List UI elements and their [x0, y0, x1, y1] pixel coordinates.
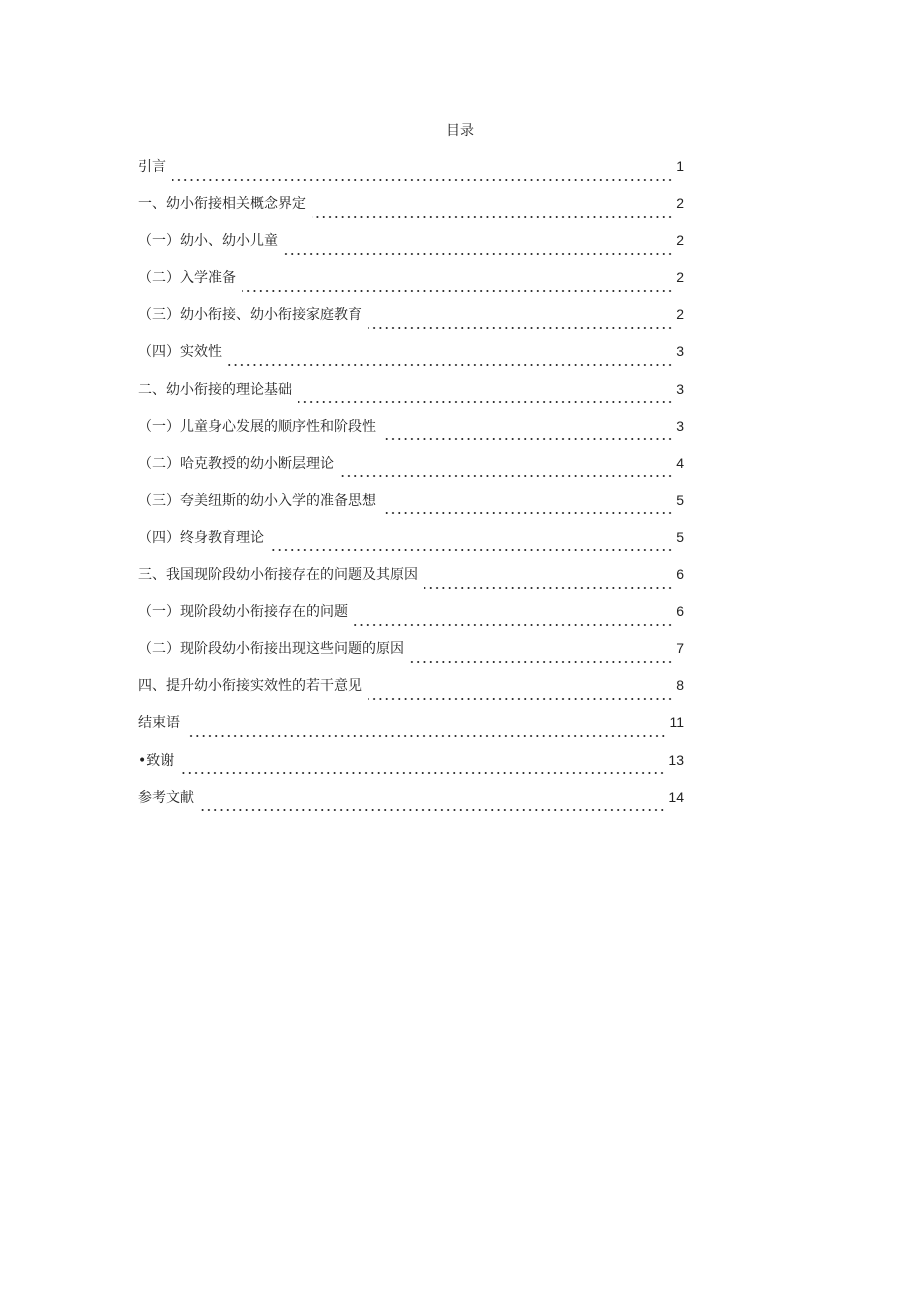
dot-leader	[172, 179, 673, 181]
toc-entry[interactable]	[138, 787, 684, 824]
toc-entry[interactable]	[138, 304, 684, 341]
dot-leader	[424, 587, 673, 589]
toc-entry-label: 二、幼小衔接的理论基础	[138, 381, 292, 398]
toc-entry[interactable]	[138, 416, 684, 453]
toc-entry-page: 3	[676, 380, 684, 397]
table-of-contents	[138, 156, 684, 824]
toc-entry-label: （二）现阶段幼小衔接出现这些问题的原因	[138, 641, 404, 658]
toc-entry-page: 11	[669, 714, 684, 731]
toc-entry-page: 2	[676, 269, 684, 286]
toc-entry-page: 5	[676, 528, 684, 545]
toc-entry-label: （二）入学准备	[138, 270, 236, 287]
dot-leader	[354, 624, 673, 626]
toc-entry-page: 13	[668, 751, 684, 768]
toc-entry[interactable]	[138, 193, 684, 230]
toc-entry-page: 5	[676, 491, 684, 508]
toc-entry-label: •致谢	[138, 752, 175, 769]
toc-entry-label: （二）哈克教授的幼小断层理论	[138, 455, 334, 472]
toc-entry-page: 14	[668, 788, 684, 805]
toc-entry[interactable]	[138, 750, 684, 787]
toc-title: 目录	[446, 123, 474, 139]
toc-entry-label: 引言	[138, 159, 166, 175]
toc-entry[interactable]	[138, 453, 684, 490]
toc-entry[interactable]	[138, 712, 684, 749]
toc-entry[interactable]	[138, 341, 684, 378]
toc-entry-page: 3	[676, 417, 684, 434]
toc-entry-page: 7	[676, 640, 684, 657]
toc-entry-page: 2	[676, 232, 684, 249]
toc-entry-label: 结束语	[138, 715, 180, 732]
toc-entry-label: （一）幼小、幼小儿童	[138, 233, 278, 250]
toc-entry-label: （四）终身教育理论	[138, 529, 264, 546]
dot-leader	[382, 512, 673, 514]
toc-entry-label: 一、幼小衔接相关概念界定	[138, 196, 306, 213]
toc-entry-page: 6	[676, 566, 684, 583]
toc-entry[interactable]	[138, 638, 684, 675]
toc-entry[interactable]	[138, 490, 684, 527]
dot-leader	[410, 661, 673, 663]
toc-entry-label: （三）幼小衔接、幼小衔接家庭教育	[138, 307, 362, 324]
toc-entry[interactable]	[138, 267, 684, 304]
toc-entry-label: （四）实效性	[138, 344, 222, 361]
toc-entry-label: （三）夸美纽斯的幼小入学的准备思想	[138, 492, 376, 509]
toc-entry-page: 4	[676, 454, 684, 471]
toc-entry[interactable]	[138, 379, 684, 416]
toc-entry-label: 参考文献	[138, 789, 194, 806]
toc-entry[interactable]	[138, 230, 684, 267]
dot-leader	[270, 549, 673, 551]
toc-entry-page: 6	[676, 603, 684, 620]
toc-entry-label: （一）现阶段幼小衔接存在的问题	[138, 604, 348, 621]
dot-leader	[200, 809, 665, 811]
dot-leader	[312, 216, 673, 218]
toc-entry[interactable]	[138, 564, 684, 601]
dot-leader	[368, 327, 673, 329]
dot-leader	[368, 698, 673, 700]
dot-leader	[186, 735, 666, 737]
toc-entry[interactable]	[138, 527, 684, 564]
dot-leader	[242, 290, 673, 292]
toc-entry-page: 3	[676, 343, 684, 360]
dot-leader	[382, 438, 673, 440]
toc-entry-page: 8	[676, 677, 684, 694]
toc-entry[interactable]	[138, 675, 684, 712]
dot-leader	[284, 253, 673, 255]
toc-entry-page: 2	[676, 306, 684, 323]
toc-entry-label: 四、提升幼小衔接实效性的若干意见	[138, 678, 362, 695]
toc-entry-page: 1	[676, 158, 684, 174]
dot-leader	[228, 364, 673, 366]
toc-entry-label: 三、我国现阶段幼小衔接存在的问题及其原因	[138, 567, 418, 584]
toc-entry-label: （一）儿童身心发展的顺序性和阶段性	[138, 418, 376, 435]
dot-leader	[340, 475, 673, 477]
toc-entry[interactable]	[138, 601, 684, 638]
dot-leader	[180, 772, 665, 774]
dot-leader	[298, 401, 673, 403]
toc-entry-page: 2	[676, 195, 684, 212]
toc-entry[interactable]	[138, 156, 684, 193]
